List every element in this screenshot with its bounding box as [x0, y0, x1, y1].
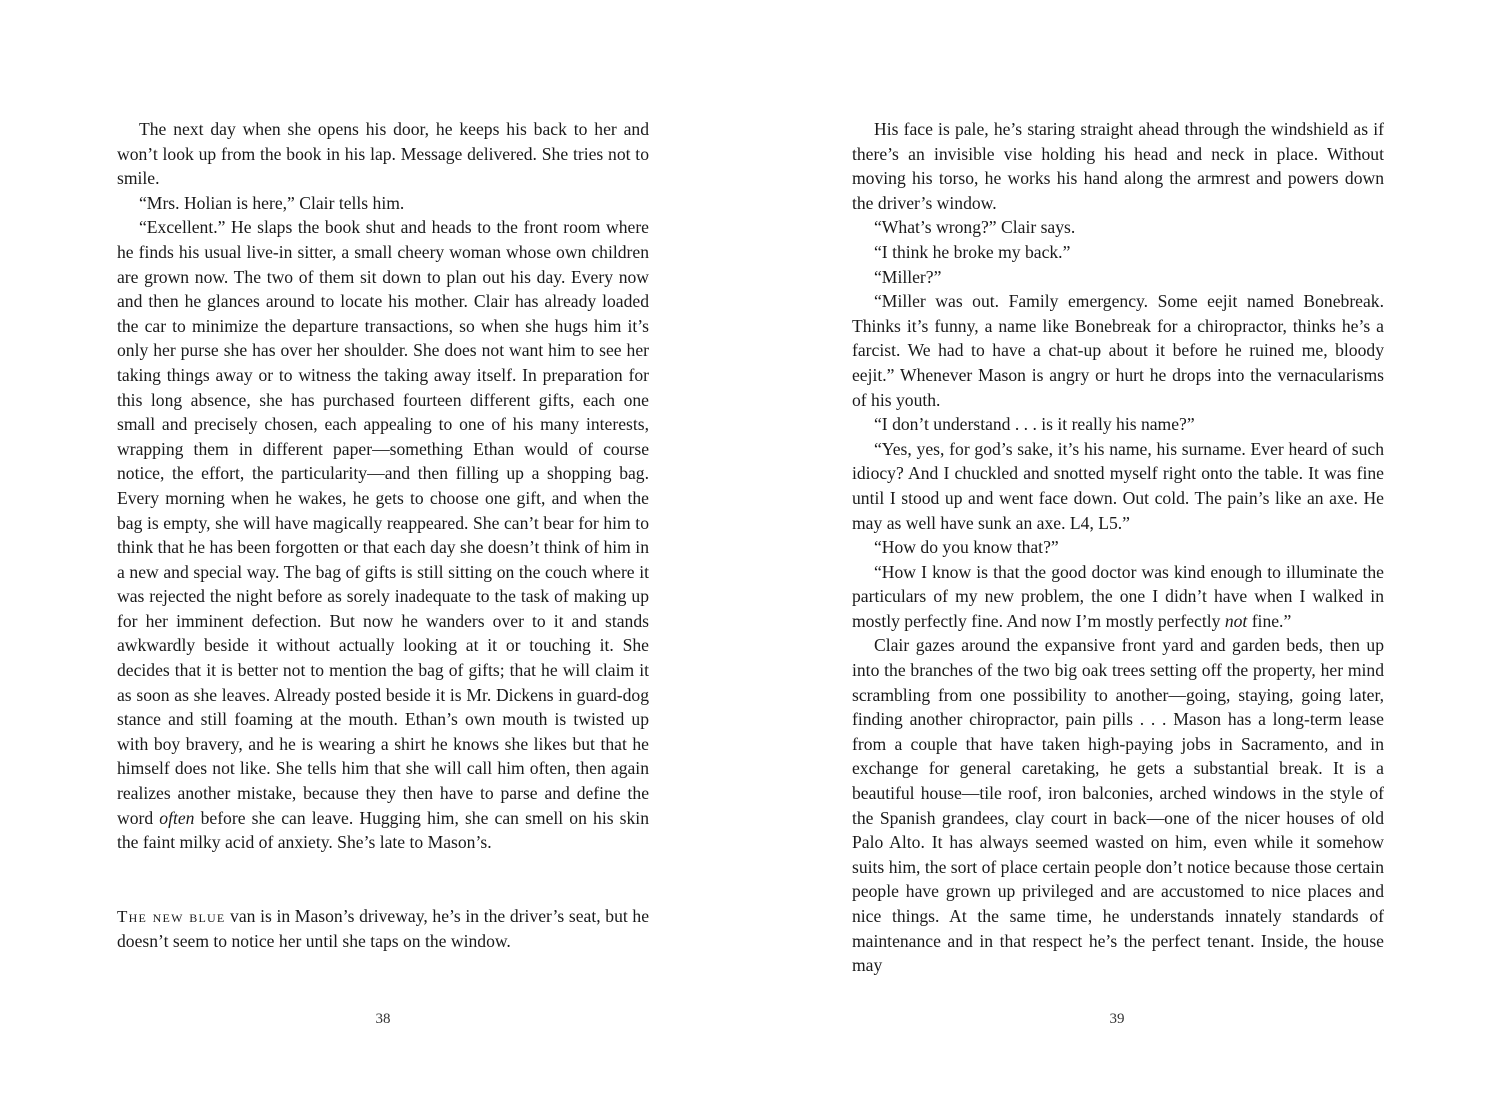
- section-lead-in: The new blue: [117, 906, 226, 926]
- paragraph: [852, 560, 1384, 634]
- paragraph-text: van is in Mason’s driveway, he’s in the driver’s seat, but he doesn’t seem to notice her until she taps on the window.: [117, 905, 650, 952]
- paragraph: “What’s wrong?” Clair says.: [874, 217, 1076, 238]
- page-number: 39: [1109, 1011, 1125, 1027]
- paragraph-text: fine.”: [1247, 610, 1292, 631]
- right-page-text: [852, 117, 1384, 978]
- right-page: [750, 0, 1500, 1102]
- paragraph: “I don’t understand . . . is it really his name?”: [874, 414, 1195, 435]
- paragraph: “Miller?”: [874, 266, 942, 287]
- paragraph: “Mrs. Holian is here,” Clair tells him.: [139, 192, 405, 213]
- paragraph: The next day when she opens his door, he keeps his back to her and won’t look up from the book in his lap. Message delivered. She tries not to smile.: [117, 119, 649, 189]
- paragraph: “Yes, yes, for god’s sake, it’s his name, his surname. Ever heard of such idiocy? And I chuckled and snotted myself right onto the table. It was fine until I stood up and went face down. Out cold. The pain’s like an axe. He may as well have sunk an axe. L4, L5.”: [852, 438, 1384, 533]
- paragraph: “I think he broke my back.”: [874, 241, 1071, 262]
- paragraph: “Miller was out. Family emergency. Some eejit named Bonebreak. Thinks it’s funny, a name like Bonebreak for a chiropractor, thinks he’s a farcist. We had to have a chat-up about it before he ruined me, bloody eejit.” Whenever Mason is angry or hurt he drops into the vernacularisms of his youth.: [852, 291, 1384, 410]
- page-number: 38: [375, 1011, 391, 1027]
- paragraph-text: before she can leave. Hugging him, she can smell on his skin the faint milky acid of anxiety. She’s late to Mason’s.: [117, 807, 649, 853]
- italic-word: often: [159, 807, 195, 828]
- left-page-text: [117, 117, 649, 954]
- italic-word: not: [1224, 610, 1248, 631]
- paragraph: “How do you know that?”: [874, 537, 1059, 558]
- paragraph-text: “Excellent.” He slaps the book shut and heads to the front room where he finds his usual live-in sitter, a small cheery woman whose own children are grown now. The two of them sit down to plan out his day. Every now and then he glances around to locate his mother. Clair has already loaded the car to minimize the departure transactions, so when she hugs him it’s only her purse she has over her shoulder. She does not want him to see her taking things away or to witness the taking away itself. In preparation for this long absence, she has purchased fourteen different gifts, each one small and precisely chosen, each appealing to one of his many interests, wrapping them in different paper—something Ethan would of course notice, the effort, the particularity—and then filling up a shopping bag. Every morning when he wakes, he gets to choose one gift, and when the bag is empty, she will have magically reappeared. She can’t bear for him to think that he has been forgotten or that each day she doesn’t think of him in a new and special way. The bag of gifts is still sitting on the couch where it was rejected the night before as sorely inadequate to the task of making up for her imminent defection. But now he wanders over to it and stands awkwardly beside it without actually looking at it or touching it. She decides that it is better not to mention the bag of gifts; that he will claim it as soon as she leaves. Already posted beside it is Mr. Dickens in guard-dog stance and still foaming at the mouth. Ethan’s own mouth is twisted up with boy bravery, and he is wearing a shirt he knows she likes but that he himself does not like. She tells him that she will call him often, then again realizes another mistake, because they then have to parse and define the word: [117, 217, 649, 828]
- paragraph: Clair gazes around the expansive front yard and garden beds, then up into the branches of the two big oak trees setting off the property, her mind scrambling from one possibility to another—going, staying, going later, finding another chiropractor, pain pills . . . Mason has a long-term lease from a couple that have taken high-paying jobs in Sacramento, and in exchange for general caretaking, he gets a substantial break. It is a beautiful house—tile roof, iron balconies, arched windows in the style of the Spanish grandees, clay court in back—one of the nicer houses of old Palo Alto. It has always seemed wasted on him, even while it somehow suits him, the sort of place certain people don’t notice because those certain people have grown up privileged and are accustomed to nice places and nice things. At the same time, he understands innately standards of maintenance and in that respect he’s the perfect tenant. Inside, the house may: [852, 635, 1384, 976]
- paragraph: [117, 215, 649, 854]
- section-opening-paragraph: [117, 904, 649, 954]
- paragraph: His face is pale, he’s staring straight ahead through the windshield as if there’s an invisible vise holding his head and neck in place. Without moving his torso, he works his hand along the armrest and powers down the driver’s window.: [852, 119, 1384, 213]
- paragraph-text: “How I know is that the good doctor was kind enough to illuminate the particulars of my new problem, the one I didn’t have when I walked in mostly perfectly fine. And now I’m mostly perfectly: [852, 561, 1384, 631]
